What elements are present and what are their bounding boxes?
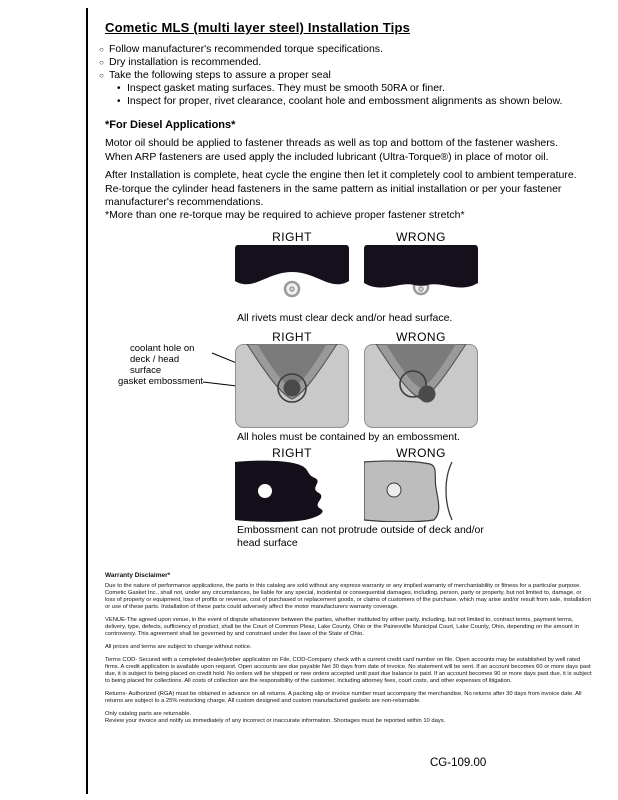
list-item-text: Inspect gasket mating surfaces. They must be smooth 50RA or finer. bbox=[127, 82, 445, 94]
rivet-clearance-wrong-illustration bbox=[364, 245, 478, 307]
embossment-right-illustration bbox=[235, 460, 349, 522]
rivet-clearance-right-illustration bbox=[235, 245, 349, 307]
tips-list bbox=[99, 43, 594, 108]
coolant-hole-wrong-illustration bbox=[364, 344, 478, 428]
list-item-text: Dry installation is recommended. bbox=[109, 56, 262, 68]
diagram-row1-right bbox=[235, 245, 349, 312]
row2-caption: All holes must be contained by an embossment. bbox=[237, 431, 460, 443]
warranty-disclaimer-section bbox=[105, 572, 592, 731]
row1-caption: All rivets must clear deck and/or head surface. bbox=[237, 312, 453, 324]
diagram-row3-wrong bbox=[364, 460, 478, 527]
diesel-section-heading: *For Diesel Applications* bbox=[105, 119, 236, 131]
catalog-page-code: CG-109.00 bbox=[430, 757, 487, 769]
page-edge-line bbox=[86, 8, 88, 794]
coolant-hole-label: coolant hole on deck / head surface bbox=[130, 343, 195, 376]
disclaimer-paragraph: Returns- Authorized (RGA) must be obtained in advance on all returns. A packing slip or invoice number must accompany the merchandise. No returns after 30 days from invoice date. All returns are subject to a 25% restocking charge. All custom designed and custom manufactured gaskets are non-returnable. bbox=[105, 691, 582, 704]
disclaimer-paragraph: VENUE-The agreed upon venue, in the event of dispute whatsoever between the parties, whether instituted by either party, including, but not limited to, contract terms, payment terms, delivery, type, defects, sufficiency of product, shall be the Court of Common Pleas, Lake County, Ohio or the Painesville Municipal Court, Lake County, Ohio, depending on the amount in controversy. This agreement shall be governed by and construed under the laws of the State of Ohio. bbox=[105, 617, 579, 637]
list-item bbox=[99, 69, 594, 82]
bullet-dot-icon: • bbox=[117, 96, 121, 107]
list-item bbox=[117, 82, 594, 95]
disclaimer-paragraph: Terms COD- Secured with a completed dealer/jobber application on File, COD-Company check with a current credit card number on file. Open accounts may be established by well rated firms. A credit application is available upon request. Open accounts are due payable Net 30 days from date of invoice. No statement will be sent. If an account becomes 60 or more days past due, it is subject to being placed on credit hold. No orders will be shipped or new orders accepted until past due balance is paid. If an account becomes 90 or more days past due, it is subject to being placed for collections. All costs of collection are the responsibility of the customer, including attorney fees, court costs, and other expenses of litigation. bbox=[105, 657, 592, 684]
list-item-text: Follow manufacturer's recommended torque specifications. bbox=[109, 43, 383, 55]
gasket-embossment-label: gasket embossment bbox=[118, 376, 204, 387]
coolant-hole-right-illustration bbox=[235, 344, 349, 428]
disclaimer-paragraph: Only catalog parts are returnable. bbox=[105, 711, 192, 717]
list-item bbox=[99, 56, 594, 69]
bullet-circle-icon: ○ bbox=[99, 71, 104, 80]
list-item bbox=[117, 95, 594, 108]
list-item bbox=[99, 43, 594, 56]
diagram-row1-wrong bbox=[364, 245, 478, 312]
bullet-dot-icon: • bbox=[117, 83, 121, 94]
row3-right-label: RIGHT bbox=[272, 446, 312, 460]
row3-wrong-label: WRONG bbox=[396, 446, 446, 460]
diagram-row2-wrong bbox=[364, 344, 478, 433]
list-item-text: Inspect for proper, rivet clearance, coolant hole and embossment alignments as shown below. bbox=[127, 95, 563, 107]
diagram-row3-right bbox=[235, 460, 349, 527]
diagram-row2-right bbox=[235, 344, 349, 433]
bullet-circle-icon: ○ bbox=[99, 45, 104, 54]
disclaimer-paragraph: Due to the nature of performance applications, the parts in this catalog are sold without any express warranty or any implied warranty of merchantability or fitness for a particular purpose. Cometic Gasket Inc., shall not, under any circumstances, be liable for any special, incidental or consequential damages, including, person, party or property, but not limited to, damage, or loss of property or equipment, loss of profits or revenue, cost of purchased or replacement goods, or claims of customers of the purchase, which may arise and/or result from sale, installation or use of these parts. Installation of these parts could adversely affect the motor manufacturers warranty coverage. bbox=[105, 583, 591, 610]
row2-right-label: RIGHT bbox=[272, 330, 312, 344]
retorque-note: *More than one re-torque may be required to achieve proper fastener stretch* bbox=[105, 209, 465, 221]
warranty-disclaimer-heading: Warranty Disclaimer* bbox=[105, 572, 171, 579]
list-item-text: Take the following steps to assure a proper seal bbox=[109, 69, 331, 81]
embossment-wrong-illustration bbox=[364, 460, 478, 522]
disclaimer-paragraph: All prices and terms are subject to change without notice. bbox=[105, 644, 252, 650]
bullet-circle-icon: ○ bbox=[99, 58, 104, 67]
row1-right-label: RIGHT bbox=[272, 230, 312, 244]
diesel-paragraph-1: Motor oil should be applied to fastener threads as well as top and bottom of the fastener washers. When ARP fasteners are used apply the included lubricant (Ultra-Torque®) in place of motor oil. bbox=[105, 137, 558, 163]
diesel-paragraph-2: After Installation is complete, heat cycle the engine then let it completely cool to ambient temperature. Re-torque the cylinder head fasteners in the same pattern as initial installation or per your fastener manufacturer's recommendations. bbox=[105, 169, 577, 208]
disclaimer-paragraph: Review your invoice and notify us immediately of any incorrect or inaccurate information. Shortages must be reported within 10 days. bbox=[105, 718, 446, 724]
row2-wrong-label: WRONG bbox=[396, 330, 446, 344]
row3-caption: Embossment can not protrude outside of deck and/or head surface bbox=[237, 524, 484, 549]
page-title: Cometic MLS (multi layer steel) Installation Tips bbox=[105, 20, 411, 35]
row1-wrong-label: WRONG bbox=[396, 230, 446, 244]
